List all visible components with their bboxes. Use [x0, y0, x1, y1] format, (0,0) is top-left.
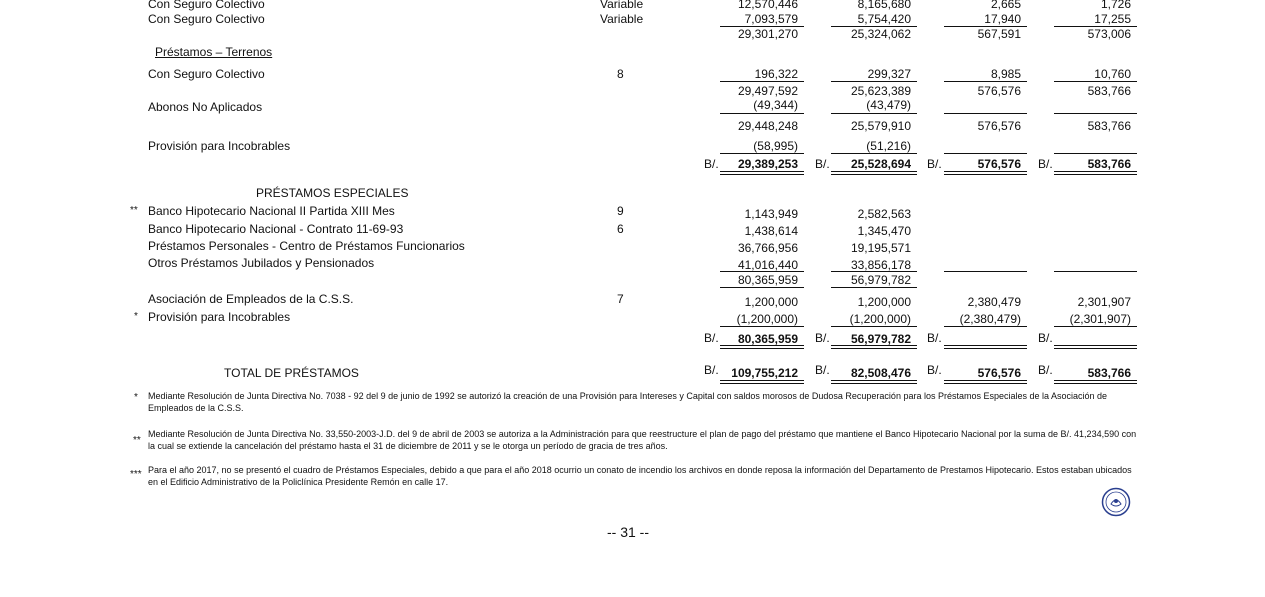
- cell-value: 12,570,446: [737, 0, 798, 11]
- row-label: Abonos No Aplicados: [148, 100, 263, 114]
- row-label: Con Seguro Colectivo: [148, 0, 265, 11]
- underline: [720, 113, 804, 114]
- cell-value: 8,985: [990, 67, 1021, 81]
- currency-symbol: B/.: [704, 331, 719, 345]
- cell-value: 1,200,000: [857, 295, 911, 309]
- section-heading: PRÉSTAMOS ESPECIALES: [256, 186, 409, 200]
- underline: [831, 326, 917, 327]
- cell-value: 36,766,956: [737, 241, 798, 255]
- section-heading: Préstamos – Terrenos: [155, 45, 273, 59]
- cell-value: (2,380,479): [959, 312, 1021, 326]
- cell-value: 29,301,270: [737, 27, 798, 41]
- cell-value: 576,576: [977, 157, 1021, 171]
- cell-value: 7,093,579: [744, 12, 798, 26]
- cell-value: 8,165,680: [857, 0, 911, 11]
- cell-value: 1,200,000: [744, 295, 798, 309]
- cell-value: 2,380,479: [967, 295, 1021, 309]
- double-underline: [720, 171, 804, 175]
- cell-value: 5,754,420: [857, 12, 911, 26]
- double-underline: [1054, 380, 1137, 384]
- cell-value: 41,016,440: [737, 258, 798, 272]
- cell-value: 109,755,212: [731, 366, 798, 380]
- footnote-mark: **: [133, 435, 141, 446]
- double-underline: [831, 171, 917, 175]
- cell-value: 19,195,571: [850, 241, 911, 255]
- currency-symbol: B/.: [927, 331, 942, 345]
- double-underline: [720, 380, 804, 384]
- cell-value: 2,665: [990, 0, 1021, 11]
- cell-value: 2,582,563: [857, 207, 911, 221]
- underline: [1054, 271, 1137, 272]
- cell-value: 583,766: [1087, 157, 1131, 171]
- double-underline: [944, 380, 1027, 384]
- underline: [944, 113, 1027, 114]
- underline: [831, 81, 917, 82]
- cell-value: 17,940: [984, 12, 1021, 26]
- cell-value: 17,255: [1094, 12, 1131, 26]
- underline: [1054, 326, 1137, 327]
- row-ref: 7: [617, 292, 624, 306]
- row-label: Banco Hipotecario Nacional II Partida XIII Mes: [148, 204, 395, 218]
- cell-value: 583,766: [1087, 119, 1131, 133]
- cell-value: (1,200,000): [736, 312, 798, 326]
- cell-value: 583,766: [1087, 366, 1131, 380]
- underline: [1054, 81, 1137, 82]
- underline: [720, 153, 804, 154]
- cell-value: 1,143,949: [744, 207, 798, 221]
- double-underline: [1054, 345, 1137, 349]
- double-underline: [944, 345, 1027, 349]
- underline: [831, 113, 917, 114]
- cell-value: 10,760: [1094, 67, 1131, 81]
- cell-value: 576,576: [977, 366, 1021, 380]
- underline: [944, 153, 1027, 154]
- cell-value: 573,006: [1087, 27, 1131, 41]
- footnote-text: Mediante Resolución de Junta Directiva No. 7038 - 92 del 9 de junio de 1992 se autorizó la creación de una Provisión para Intereses y Capital con saldos morosos de Dudosa Recuperación para los Préstamos Especiales de la Asociación de Empleados de la C.S.S.: [148, 391, 1108, 413]
- underline: [720, 81, 804, 82]
- cell-value: 25,528,694: [850, 157, 911, 171]
- footnote-mark: *: [134, 311, 138, 322]
- cell-value: 29,448,248: [737, 119, 798, 133]
- cell-value: 25,623,389: [850, 84, 911, 98]
- underline: [1054, 153, 1137, 154]
- footnote-mark: **: [130, 205, 138, 216]
- cell-value: 299,327: [867, 67, 911, 81]
- double-underline: [944, 171, 1027, 175]
- row-label: Provisión para Incobrables: [148, 139, 291, 153]
- footnote-text: Para el año 2017, no se presentó el cuadro de Préstamos Especiales, debido a que para el año 2018 ocurrio un conato de incendio los archivos en donde reposa la información del Departamento de Prestamos Hipotecario. Estos estaban ubicados en el Edificio Administrativo de la Policlínica Presidente Remón en calle 17.: [148, 465, 1132, 487]
- cell-value: 576,576: [977, 84, 1021, 98]
- cell-value: 56,979,782: [850, 332, 911, 346]
- cell-value: 576,576: [977, 119, 1021, 133]
- cell-value: 25,324,062: [850, 27, 911, 41]
- footnote-mark: ***: [130, 469, 142, 480]
- row-label: Otros Préstamos Jubilados y Pensionados: [148, 256, 375, 270]
- currency-symbol: B/.: [704, 363, 719, 377]
- cell-value: (51,216): [866, 139, 911, 153]
- underline: [720, 271, 804, 272]
- cell-value: (58,995): [753, 139, 798, 153]
- currency-symbol: B/.: [1038, 331, 1053, 345]
- cell-value: 56,979,782: [850, 273, 911, 287]
- cell-value: 1,438,614: [744, 224, 798, 238]
- cell-value: (1,200,000): [849, 312, 911, 326]
- row-label: Asociación de Empleados de la C.S.S.: [148, 292, 354, 306]
- row-ref: Variable: [600, 0, 644, 11]
- footnote-text: Mediante Resolución de Junta Directiva No. 33,550-2003-J.D. del 9 de abril de 2003 se autoriza a la Administración para que reestructure el plan de pago del préstamo que mantiene el Banco Hipotecario Nacional por la suma de B/. 41,234,590 con la cual se extiende la cancelación del préstamo hasta el 31 de diciembre de 2011 y se le otorga un período de gracia de tres años.: [148, 429, 1137, 451]
- cell-value: 29,389,253: [737, 157, 798, 171]
- row-label: Préstamos Personales - Centro de Préstamos Funcionarios: [148, 239, 465, 253]
- underline: [944, 326, 1027, 327]
- underline: [720, 287, 804, 288]
- underline: [831, 287, 917, 288]
- underline: [831, 153, 917, 154]
- currency-symbol: B/.: [704, 157, 719, 171]
- currency-symbol: B/.: [927, 157, 942, 171]
- row-label: Con Seguro Colectivo: [148, 12, 265, 26]
- cell-value: (49,344): [753, 98, 798, 112]
- cell-value: 25,579,910: [850, 119, 911, 133]
- double-underline: [720, 345, 804, 349]
- cell-value: 80,365,959: [737, 332, 798, 346]
- currency-symbol: B/.: [927, 363, 942, 377]
- double-underline: [1054, 171, 1137, 175]
- currency-symbol: B/.: [815, 363, 830, 377]
- cell-value: 33,856,178: [850, 258, 911, 272]
- row-ref: 9: [617, 204, 624, 218]
- cell-value: 196,322: [754, 67, 798, 81]
- row-label: Banco Hipotecario Nacional - Contrato 11-69-93: [148, 222, 404, 236]
- cell-value: 1,726: [1100, 0, 1131, 11]
- cell-value: 29,497,592: [737, 84, 798, 98]
- cell-value: 2,301,907: [1077, 295, 1131, 309]
- underline: [831, 271, 917, 272]
- row-ref: 8: [617, 67, 624, 81]
- cell-value: 1,345,470: [857, 224, 911, 238]
- cell-value: (2,301,907): [1069, 312, 1131, 326]
- currency-symbol: B/.: [815, 157, 830, 171]
- row-ref: Variable: [600, 12, 644, 26]
- underline: [944, 81, 1027, 82]
- currency-symbol: B/.: [815, 331, 830, 345]
- currency-symbol: B/.: [1038, 157, 1053, 171]
- cell-value: (43,479): [866, 98, 911, 112]
- cell-value: 583,766: [1087, 84, 1131, 98]
- cell-value: 82,508,476: [850, 366, 911, 380]
- row-ref: 6: [617, 222, 624, 236]
- row-label: Provisión para Incobrables: [148, 310, 291, 324]
- underline: [1054, 113, 1137, 114]
- total-label: TOTAL DE PRÉSTAMOS: [224, 366, 359, 380]
- underline: [720, 326, 804, 327]
- seal-icon: [1101, 487, 1131, 517]
- footnote-mark: *: [134, 392, 138, 403]
- underline: [944, 271, 1027, 272]
- currency-symbol: B/.: [1038, 363, 1053, 377]
- double-underline: [831, 345, 917, 349]
- row-label: Con Seguro Colectivo: [148, 67, 265, 81]
- cell-value: 80,365,959: [737, 273, 798, 287]
- cell-value: 567,591: [977, 27, 1021, 41]
- double-underline: [831, 380, 917, 384]
- page-number: -- 31 --: [607, 524, 649, 540]
